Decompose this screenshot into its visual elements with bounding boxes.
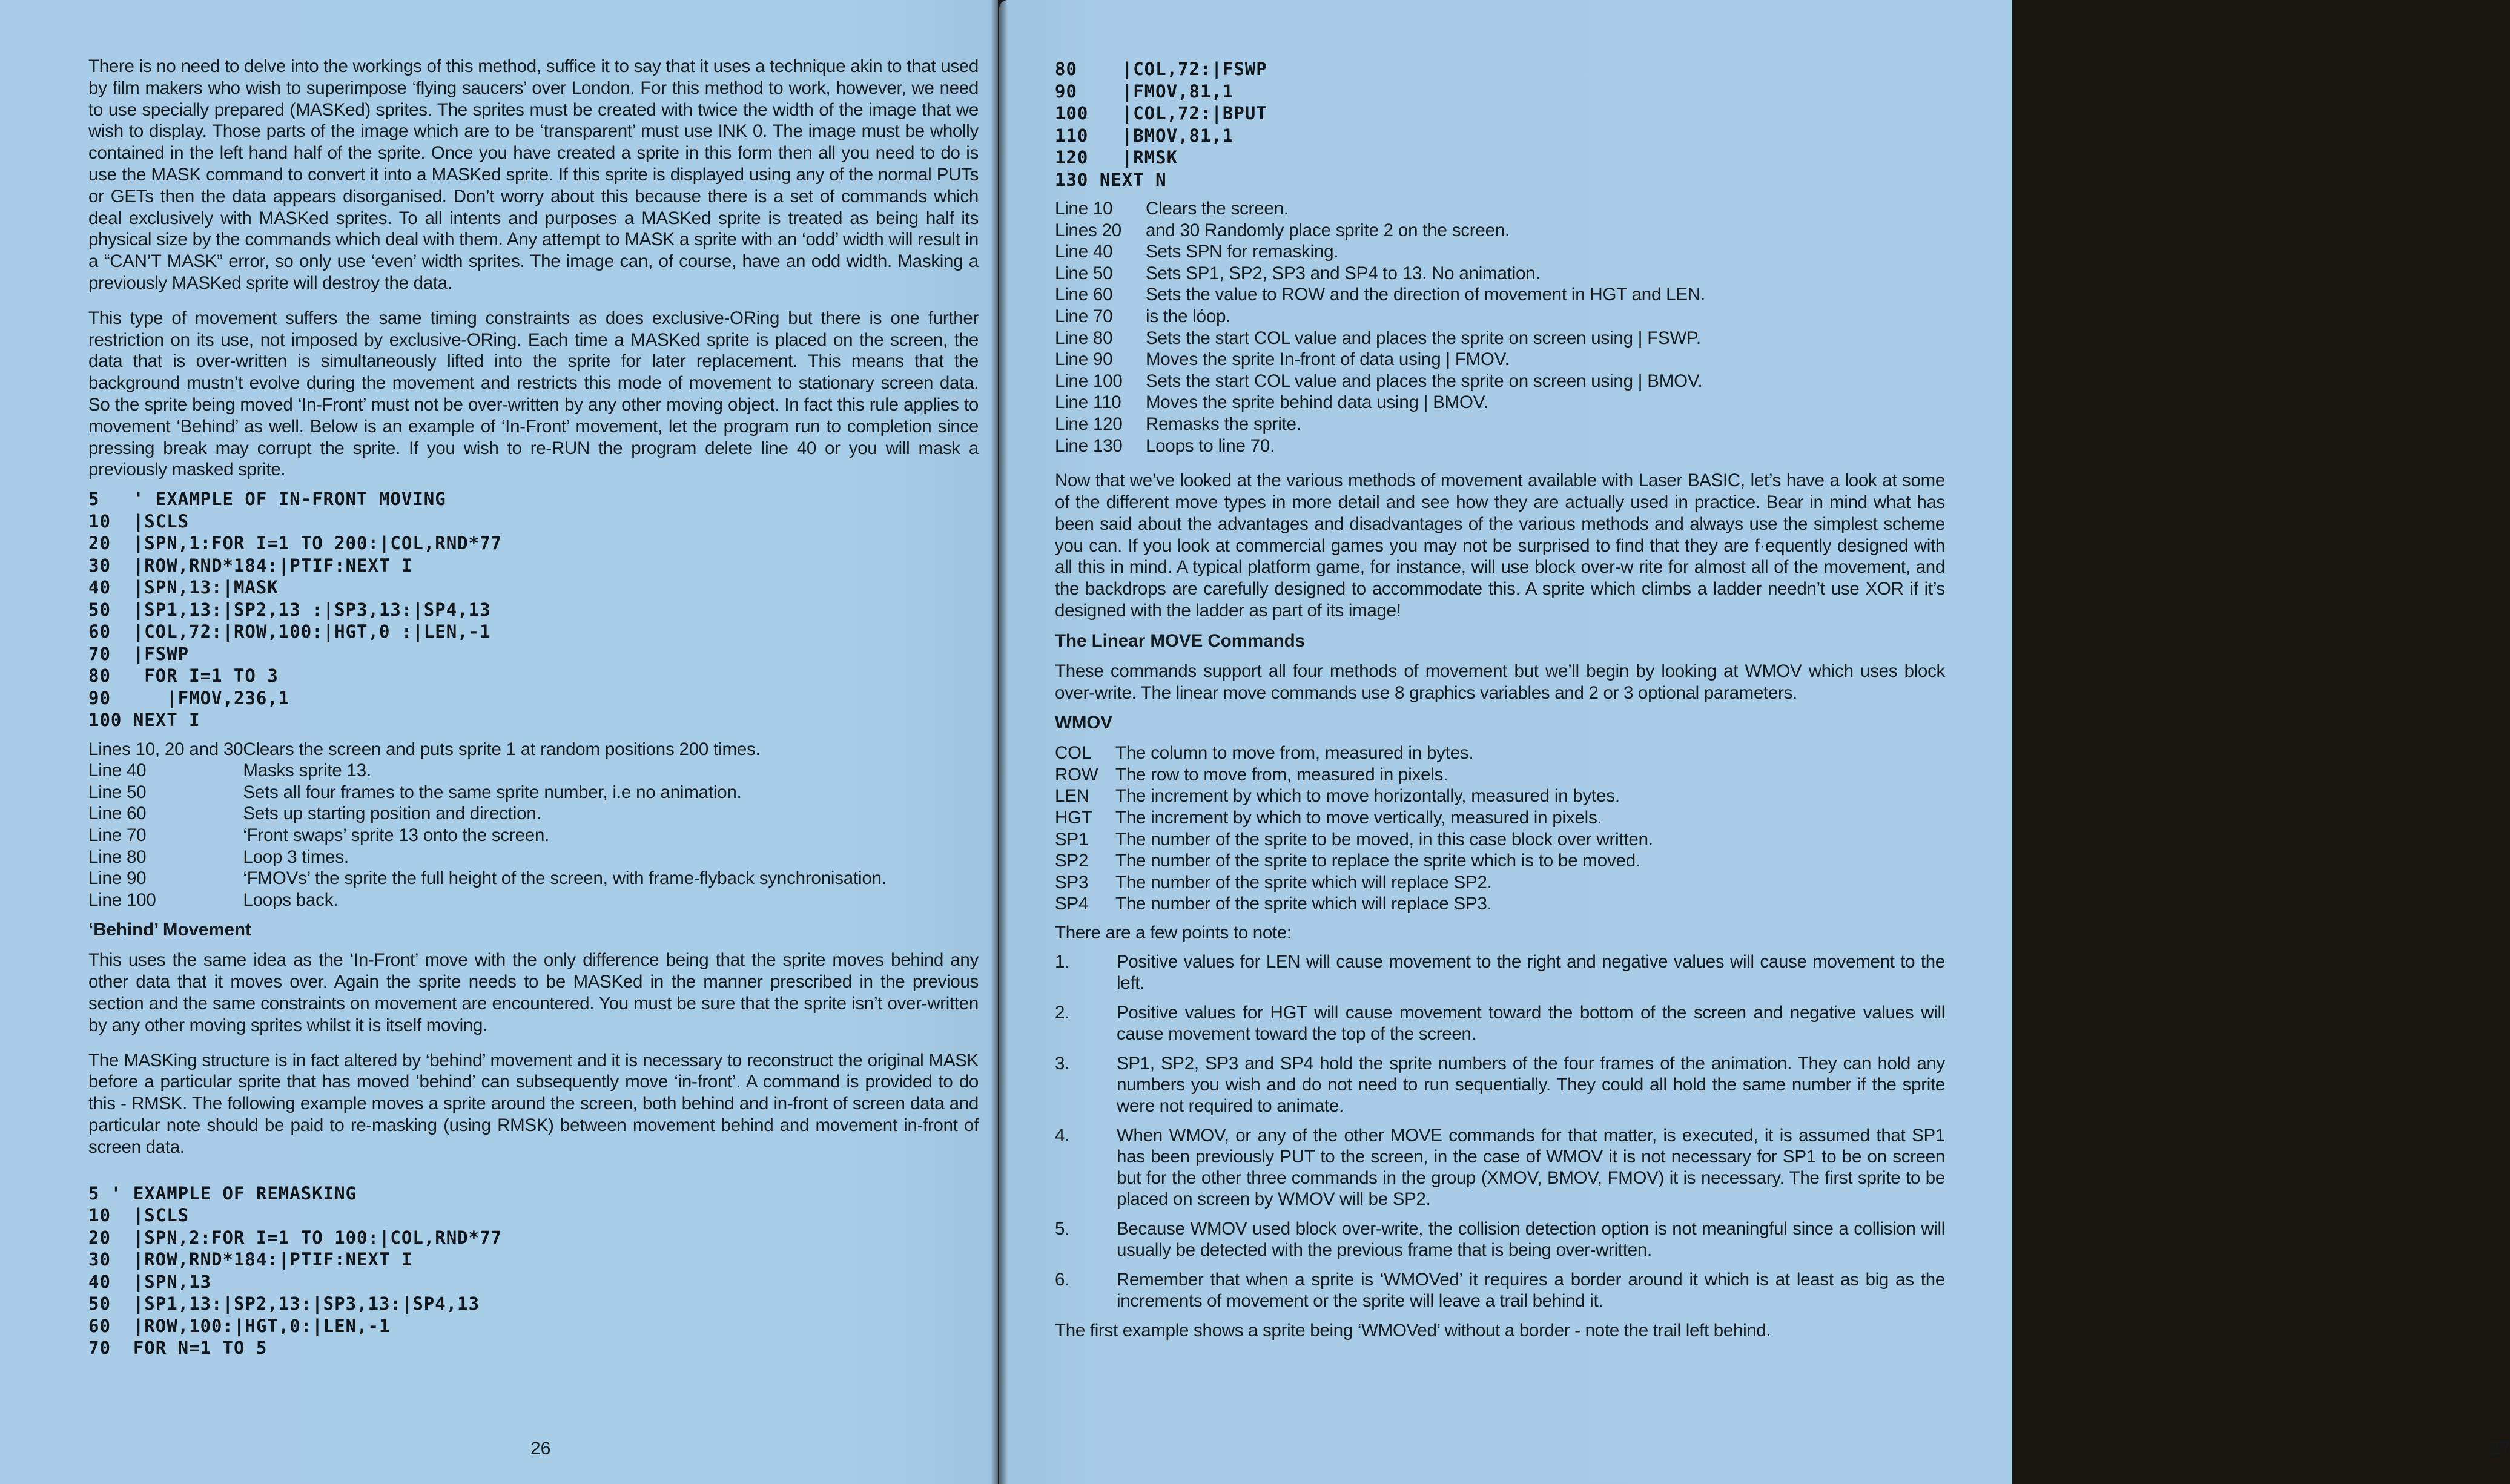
left-page-content xyxy=(88,56,979,1359)
code-line: 120 |RMSK xyxy=(1055,147,1178,168)
definition-term: Line 100 xyxy=(88,889,156,910)
definition-row xyxy=(1055,414,1705,435)
definition-term: Line 60 xyxy=(1055,285,1113,305)
definition-row xyxy=(88,846,887,868)
linear-move-heading: The Linear MOVE Commands xyxy=(1055,630,1306,651)
definition-row xyxy=(88,803,887,825)
definition-text: Loop 3 times. xyxy=(243,846,349,867)
definition-term: Line 40 xyxy=(1055,242,1113,262)
page-number: 26 xyxy=(530,1439,551,1459)
definition-row xyxy=(88,760,887,782)
notes-intro: There are a few points to note: xyxy=(1055,923,1292,943)
note-item xyxy=(1055,1125,1945,1210)
code-line: 5 ' EXAMPLE OF IN-FRONT MOVING xyxy=(88,489,446,510)
definition-term: SP2 xyxy=(1055,851,1089,871)
definition-text: Sets SPN for remasking. xyxy=(1146,242,1339,262)
definition-text: Loops to line 70. xyxy=(1146,435,1275,456)
definition-row xyxy=(88,868,887,889)
definition-term: Line 80 xyxy=(88,846,147,867)
definition-text: Moves the sprite behind data using | BMOV. xyxy=(1146,392,1488,413)
definition-text: and 30 Randomly place sprite 2 on the screen. xyxy=(1146,220,1510,240)
code-line: 30 |ROW,RND*184:|PTIF:NEXT I xyxy=(88,555,413,576)
code-line: 90 |FMOV,81,1 xyxy=(1055,81,1234,102)
definition-term: SP3 xyxy=(1055,872,1089,892)
code-line: 50 |SP1,13:|SP2,13 :|SP3,13:|SP4,13 xyxy=(88,599,491,620)
definition-row xyxy=(1055,306,1705,328)
definition-text: The number of the sprite to be moved, in this case block over written. xyxy=(1115,829,1653,849)
note-item xyxy=(1055,1002,1945,1044)
definition-row xyxy=(1055,198,1705,220)
note-number: 4. xyxy=(1055,1125,1070,1146)
definition-term: Line 80 xyxy=(1055,328,1113,348)
definition-row xyxy=(1055,742,1653,764)
definition-term: LEN xyxy=(1055,786,1089,806)
note-text: Positive values for HGT will cause movement toward the bottom of the screen and negative values will cause movement toward the top of the screen. xyxy=(1117,1002,1945,1044)
note-text: Remember that when a sprite is ‘WMOVed’ it requires a border around it which is at least as big as the increments of movement or the sprite will leave a trail behind it. xyxy=(1117,1269,1945,1311)
code-line: 10 |SCLS xyxy=(88,1205,190,1226)
definition-text: The increment by which to move horizontally, measured in bytes. xyxy=(1115,786,1620,806)
note-text: Positive values for LEN will cause movement to the right and negative values will cause movement to the left. xyxy=(1117,951,1945,993)
definition-row xyxy=(1055,220,1705,242)
definition-text: ‘Front swaps’ sprite 13 onto the screen. xyxy=(243,825,550,846)
code-line: 70 FOR N=1 TO 5 xyxy=(88,1337,268,1359)
move-types-paragraph: Now that we’ve looked at the various methods of movement available with Laser BASIC, let’s have a look at some of the different move types in more detail and see how they are actually used in practice. Bear in mind what has been said about the advantages and disadvantages of the various methods and always use the simplest scheme you can. If you look at commercial games you may not be surprised to find that they are f·equently designed with all this in mind. A typical platform game, for instance, will use block over-w rite for almost all of the movement, and the backdrops are carefully designed to accommodate this. A sprite which climbs a ladder needn’t use XOR if it’s designed with the ladder as part of its image! xyxy=(1055,470,1945,621)
definition-term: Line 100 xyxy=(1055,371,1123,391)
definition-text: The number of the sprite to replace the sprite which is to be moved. xyxy=(1115,851,1640,871)
definition-term: HGT xyxy=(1055,808,1092,828)
definition-text: The increment by which to move vertically, measured in pixels. xyxy=(1115,808,1602,828)
definition-row xyxy=(1055,392,1705,414)
definition-row xyxy=(1055,764,1653,786)
definition-row xyxy=(1055,284,1705,306)
definition-row xyxy=(88,825,887,846)
note-item xyxy=(1055,951,1945,994)
definition-term: SP4 xyxy=(1055,894,1089,914)
definition-term: Line 40 xyxy=(88,760,147,781)
note-number: 2. xyxy=(1055,1002,1070,1023)
definition-text: Sets the start COL value and places the sprite on screen using | FSWP. xyxy=(1146,328,1701,348)
definition-text: Clears the screen and puts sprite 1 at random positions 200 times. xyxy=(243,739,761,759)
code-line: 5 ' EXAMPLE OF REMASKING xyxy=(88,1182,357,1204)
definition-text: Sets SP1, SP2, SP3 and SP4 to 13. No animation. xyxy=(1146,263,1541,283)
definition-term: Line 50 xyxy=(88,782,147,802)
masking-paragraph: The MASKing structure is in fact altered by ‘behind’ movement and it is necessary to reconstruct the original MASK before a particular sprite that has moved ‘behind’ can subsequently move ‘in-front’. A command is provided to do this - RMSK. The following example moves a sprite around the screen, both behind and in-front of screen data and particular note should be paid to re-masking (using RMSK) between movement behind and movement in-front of screen data. xyxy=(88,1050,979,1157)
definition-row xyxy=(1055,872,1653,894)
definition-text: The number of the sprite which will replace SP3. xyxy=(1115,894,1492,914)
definition-text: Masks sprite 13. xyxy=(243,760,371,781)
note-number: 6. xyxy=(1055,1269,1070,1290)
definition-row xyxy=(1055,807,1653,829)
definition-text: Sets the value to ROW and the direction of movement in HGT and LEN. xyxy=(1146,285,1705,305)
definition-term: Lines 10, 20 and 30 xyxy=(88,739,243,759)
definition-row xyxy=(1055,785,1653,807)
definition-term: SP1 xyxy=(1055,829,1089,849)
code-line: 90 |FMOV,236,1 xyxy=(88,687,290,708)
definition-row xyxy=(1055,328,1705,349)
note-item xyxy=(1055,1269,1945,1311)
definition-term: Line 90 xyxy=(88,868,147,889)
right-page-content xyxy=(1055,58,1945,1342)
code-line: 130 NEXT N xyxy=(1055,169,1167,190)
code-line: 100 |COL,72:|BPUT xyxy=(1055,103,1267,124)
behind-movement-heading: ‘Behind’ Movement xyxy=(88,920,251,940)
definition-row xyxy=(1055,893,1653,915)
definition-term: Line 120 xyxy=(1055,414,1123,434)
definition-term: Line 50 xyxy=(1055,263,1113,283)
code-line: 10 |SCLS xyxy=(88,510,190,532)
remasking-code-continued xyxy=(1055,58,1945,191)
definition-term: Lines 20 xyxy=(1055,220,1121,240)
definition-text: Remasks the sprite. xyxy=(1146,414,1301,434)
definition-term: Line 10 xyxy=(1055,199,1113,219)
definition-term: Line 90 xyxy=(1055,349,1113,370)
definition-text: Sets up starting position and direction. xyxy=(243,803,541,824)
code-line: 20 |SPN,2:FOR I=1 TO 100:|COL,RND*77 xyxy=(88,1227,503,1248)
intro-paragraph: There is no need to delve into the workings of this method, suffice it to say that it uses a technique akin to that used by film makers who wish to superimpose ‘flying saucers’ over London. For this method to work, however, we need to use specially prepared (MASKed) sprites. The sprites must be created with twice the width of the image that we wish to display. Those parts of the image which are to be ‘transparent’ must use INK 0. The image must be wholly contained in the left hand half of the sprite. Once you have created a sprite in this form then all you need to do is use the MASK command to convert it into a MASKed sprite. If this sprite is displayed using any of the normal PUTs or GETs then the data appears disorganised. Don’t worry about this because there is a set of commands which deal exclusively with MASKed sprites. To all intents and purposes a MASKed sprite is treated as being half its physical size by the commands which deal with them. Any attempt to MASK a sprite with an ‘odd’ width will result in a “CAN’T MASK” error, so only use ‘even’ width sprites. The image can, of course, have an odd width. Masking a previously MASKed sprite will destroy the data. xyxy=(88,56,979,293)
code-line: 20 |SPN,1:FOR I=1 TO 200:|COL,RND*77 xyxy=(88,533,503,554)
definition-text: is the lóop. xyxy=(1146,306,1231,326)
definition-term: Line 60 xyxy=(88,803,147,824)
definition-text: Sets all four frames to the same sprite number, i.e no animation. xyxy=(243,782,742,802)
definition-term: Line 70 xyxy=(88,825,147,846)
code-line: 40 |SPN,13 xyxy=(88,1271,212,1292)
definition-text: Moves the sprite In-front of data using | FMOV. xyxy=(1146,349,1510,370)
definition-text: Clears the screen. xyxy=(1146,199,1289,219)
definition-term: Line 70 xyxy=(1055,306,1113,326)
right-page xyxy=(999,0,2510,1484)
code-line: 60 |ROW,100:|HGT,0:|LEN,-1 xyxy=(88,1315,391,1336)
definition-row xyxy=(88,739,887,760)
definition-text: Loops back. xyxy=(243,889,339,910)
behind-paragraph: This uses the same idea as the ‘In-Front’ move with the only difference being that the sprite moves behind any other data that it moves over. Again the sprite needs to be MASKed in the manner prescribed in the previous section and the same constraints on movement are encountered. You must be sure that the sprite isn’t over-written by any other moving sprites whilst it is itself moving. xyxy=(88,950,979,1035)
left-page xyxy=(0,0,998,1484)
code-line: 40 |SPN,13:|MASK xyxy=(88,577,279,598)
code-line: 50 |SP1,13:|SP2,13:|SP3,13:|SP4,13 xyxy=(88,1293,480,1314)
notes-list xyxy=(1055,951,1945,1311)
code-line: 30 |ROW,RND*184:|PTIF:NEXT I xyxy=(88,1249,413,1270)
closing-sentence: The first example shows a sprite being ‘WMOVed’ without a border - note the trail left behind. xyxy=(1055,1320,1771,1341)
definition-row xyxy=(1055,829,1653,851)
definition-row xyxy=(1055,435,1705,457)
note-text: Because WMOV used block over-write, the collision detection option is not meaningful since a collision will usually be detected with the previous frame that is being over-written. xyxy=(1117,1218,1945,1260)
definition-text: ‘FMOVs’ the sprite the full height of the screen, with frame-flyback synchronisation. xyxy=(243,868,887,889)
remasking-code-listing xyxy=(88,1182,979,1359)
note-item xyxy=(1055,1053,1945,1116)
wmov-variable-list xyxy=(1055,742,1653,915)
definition-row xyxy=(88,889,887,911)
definition-row xyxy=(88,782,887,803)
definition-row xyxy=(1055,850,1653,872)
code-line: 60 |COL,72:|ROW,100:|HGT,0 :|LEN,-1 xyxy=(88,621,491,642)
note-number: 1. xyxy=(1055,951,1070,972)
linear-move-paragraph: These commands support all four methods of movement but we’ll begin by looking at WMOV which uses block over-write. The linear move commands use 8 graphics variables and 2 or 3 optional parameters. xyxy=(1055,661,1945,703)
page-number: 27 xyxy=(2490,1439,2510,1459)
definition-term: COL xyxy=(1055,743,1092,763)
wmov-heading: WMOV xyxy=(1055,713,1113,733)
remasking-line-notes xyxy=(1055,198,1705,457)
code-line: 110 |BMOV,81,1 xyxy=(1055,125,1234,146)
code-line: 100 NEXT I xyxy=(88,710,200,731)
in-front-line-notes xyxy=(88,739,887,911)
in-front-code-listing xyxy=(88,488,979,731)
note-number: 3. xyxy=(1055,1053,1070,1073)
definition-row xyxy=(1055,263,1705,285)
note-text: SP1, SP2, SP3 and SP4 hold the sprite numbers of the four frames of the animation. They can hold any numbers you wish and do not need to run sequentially. They could all hold the same number if the sprite were not required to animate. xyxy=(1117,1053,1945,1116)
definition-text: The column to move from, measured in bytes. xyxy=(1115,743,1474,763)
definition-term: ROW xyxy=(1055,764,1098,785)
note-number: 5. xyxy=(1055,1218,1070,1239)
definition-row xyxy=(1055,371,1705,392)
definition-text: Sets the start COL value and places the sprite on screen using | BMOV. xyxy=(1146,371,1703,391)
definition-term: Line 110 xyxy=(1055,392,1121,413)
code-line: 70 |FSWP xyxy=(88,643,190,664)
definition-text: The row to move from, measured in pixels. xyxy=(1115,764,1448,785)
timing-paragraph: This type of movement suffers the same timing constraints as does exclusive-ORing but there is one further restriction on its use, not imposed by exclusive-ORing. Each time a MASKed sprite is placed on the screen, the data that is over-written is simultaneously lifted into the sprite for later replacement. This means that the background mustn’t evolve during the movement and restricts this mode of movement to stationary screen data. So the sprite being moved ‘In-Front’ must not be over-written by any other moving object. In fact this rule applies to movement ‘Behind’ as well. Below is an example of ‘In-Front’ movement, let the program run to completion since pressing break may corrupt the sprite. If you wish to re-RUN the program delete line 40 or you will mask a previously masked sprite. xyxy=(88,308,979,480)
definition-text: The number of the sprite which will replace SP2. xyxy=(1115,872,1492,892)
code-line: 80 FOR I=1 TO 3 xyxy=(88,665,279,687)
book-gutter xyxy=(991,0,1008,1484)
note-item xyxy=(1055,1218,1945,1261)
definition-row xyxy=(1055,349,1705,371)
code-line: 80 |COL,72:|FSWP xyxy=(1055,59,1267,79)
definition-row xyxy=(1055,241,1705,263)
definition-term: Line 130 xyxy=(1055,435,1123,456)
note-text: When WMOV, or any of the other MOVE commands for that matter, is executed, it is assumed that SP1 has been previously PUT to the screen, in the case of WMOV it is not necessary for SP1 to be on screen but for the other three commands in the group (XMOV, BMOV, FMOV) it is necessary. The first sprite to be placed on screen by WMOV will be SP2. xyxy=(1117,1125,1945,1209)
